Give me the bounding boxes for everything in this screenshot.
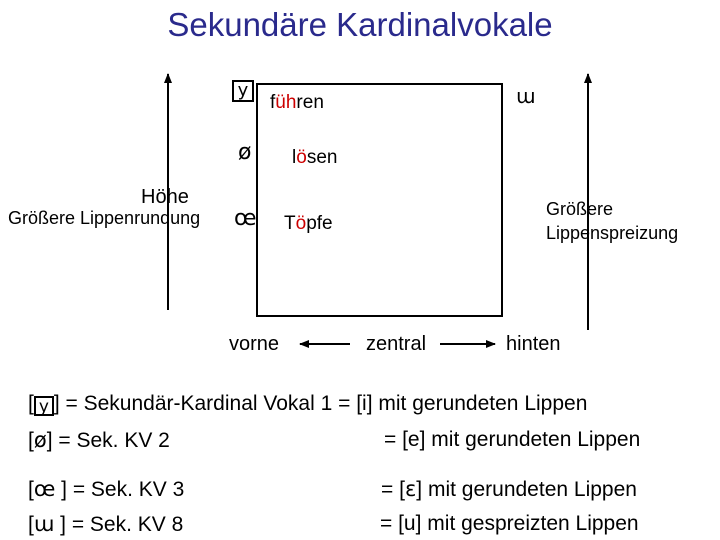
equation-symbol: œ [33, 477, 56, 501]
equation-kv3-left [28, 477, 184, 502]
vowel-quadrilateral [257, 84, 502, 316]
vowel-symbol-oe-ligature: œ [234, 206, 257, 231]
front-label: vorne [229, 333, 280, 355]
bracket-open: [ [28, 392, 34, 415]
page-title: Sekundäre Kardinalvokale [167, 6, 553, 43]
equation-right-prefix: = [ [381, 478, 405, 501]
word-highlight: ö [296, 147, 307, 168]
height-label: Höhe [141, 186, 189, 208]
bracket-open: [ [28, 478, 34, 501]
vowel-symbol-oe-slash: ø [238, 140, 252, 165]
equation-kv2-right: = [e] mit gerundeten Lippen [384, 428, 641, 451]
equation-right: = [i] mit gerundeten Lippen [338, 392, 588, 415]
word-suffix: pfe [306, 213, 333, 234]
equation-left: ] = Sek. KV 3 [55, 478, 185, 501]
example-word-toepfe [284, 213, 333, 235]
equation-left: ] = Sekundär-Kardinal Vokal 1 [53, 392, 333, 415]
equation-kv8-right: = [u] mit gespreizten Lippen [380, 512, 639, 535]
equation-symbol: y [34, 396, 54, 416]
example-word-fuehren [270, 92, 324, 114]
equation-kv2-left [28, 428, 170, 453]
lip-spreading-label-2: Lippenspreizung [546, 223, 679, 243]
equation-symbol: ø [33, 428, 47, 452]
bracket-open: [ [28, 513, 34, 536]
central-label: zentral [366, 333, 427, 355]
lip-spreading-label-1: Größere [546, 199, 614, 219]
equation-right-suffix: ] mit gerundeten Lippen [416, 478, 637, 501]
equation-right-symbol: ɛ [404, 477, 417, 501]
word-prefix: l [292, 147, 297, 168]
vowel-symbol-back: ɯ [516, 84, 536, 108]
vowel-symbol-y: y [232, 80, 254, 102]
lip-rounding-label: Größere Lippenrundung [8, 208, 201, 228]
word-highlight: üh [275, 92, 297, 113]
equation-symbol: ɯ [33, 512, 55, 536]
bracket-open: [ [28, 429, 34, 452]
word-prefix: T [284, 213, 296, 234]
equation-left: ] = Sek. KV 2 [46, 429, 170, 452]
word-suffix: ren [296, 92, 324, 113]
equation-kv8-left [28, 512, 183, 537]
equation-kv3-right [381, 477, 637, 502]
example-word-loesen [292, 147, 337, 169]
word-suffix: sen [306, 147, 338, 168]
equation-kv1 [28, 392, 587, 416]
equation-left: ] = Sek. KV 8 [54, 513, 184, 536]
back-label: hinten [506, 333, 561, 355]
word-highlight: ö [295, 213, 307, 234]
word-prefix: f [270, 92, 276, 113]
